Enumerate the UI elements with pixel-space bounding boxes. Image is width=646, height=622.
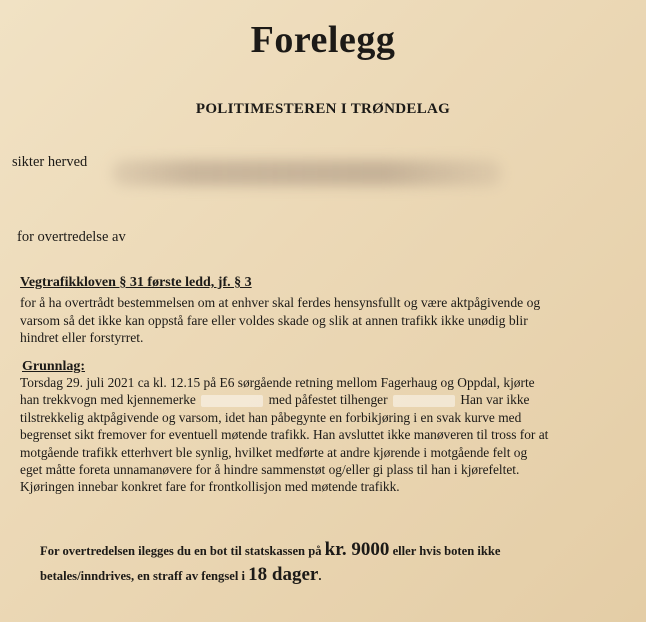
prison-days: 18 dager bbox=[248, 564, 319, 585]
grounds-description bbox=[20, 374, 640, 496]
redacted-trailer bbox=[393, 395, 455, 407]
penalty-text: eller hvis boten ikke bbox=[392, 544, 501, 558]
grounds-line: begrenset sikt fremover for eventuell møtende trafikk. Han avsluttet ikke manøveren til tross for at bbox=[20, 427, 549, 443]
grounds-line: Kjøringen innebar konkret fare for frontkollisjon med møtende trafikk. bbox=[20, 479, 400, 495]
fine-amount: kr. 9000 bbox=[324, 539, 390, 560]
grounds-line: Torsdag 29. juli 2021 ca kl. 12.15 på E6 sørgående retning mellom Fagerhaug og Oppdal, kjørte bbox=[20, 375, 535, 390]
grounds-line: eget måtte foreta unnamanøvere for å hindre sammenstøt og/eller gi plass til han i kjørefeltet. bbox=[20, 462, 520, 478]
grounds-line: motgående trafikk etterhvert ble synlig, hvilket medførte at andre kjørende i motgående felt og bbox=[20, 444, 528, 460]
grounds-line-part: Han var ikke bbox=[460, 392, 530, 408]
law-description bbox=[20, 294, 636, 347]
penalty-text: For overtredelsen ilegges du en bot til statskassen på bbox=[40, 544, 322, 558]
grounds-line-part: med påfestet tilhenger bbox=[268, 392, 388, 408]
grounds-line-part: han trekkvogn med kjennemerke bbox=[20, 392, 196, 408]
penalty-end: . bbox=[318, 569, 322, 583]
law-text-line: hindret eller forstyrret. bbox=[20, 330, 144, 346]
grounds-heading: Grunnlag: bbox=[22, 359, 86, 374]
penalty-statement bbox=[40, 538, 640, 588]
grounds-line: tilstrekkelig aktpågivende og varsom, idet han påbegynte en forbikjøring i en svak kurve med bbox=[20, 409, 522, 425]
grounds-line bbox=[20, 391, 640, 408]
penalty-text: betales/inndrives, en straff av fengsel i bbox=[40, 569, 245, 583]
redacted-plate bbox=[201, 395, 263, 407]
redacted-name bbox=[112, 160, 502, 186]
law-text-line: varsom så det ikke kan oppstå fare eller voldes skade og slik at annen trafikk ikke unødig blir bbox=[20, 312, 528, 328]
document-title: Forelegg bbox=[250, 19, 396, 61]
violation-intro: for overtredelse av bbox=[17, 229, 126, 245]
law-text-line: for å ha overtrådt bestemmelsen om at enhver skal ferdes hensynsfullt og være aktpågivende og bbox=[20, 295, 541, 310]
charge-intro: sikter herved bbox=[12, 154, 88, 170]
law-reference: Vegtrafikkloven § 31 første ledd, jf. § 3 bbox=[20, 275, 252, 290]
issuing-authority: POLITIMESTEREN I TRØNDELAG bbox=[195, 101, 451, 117]
